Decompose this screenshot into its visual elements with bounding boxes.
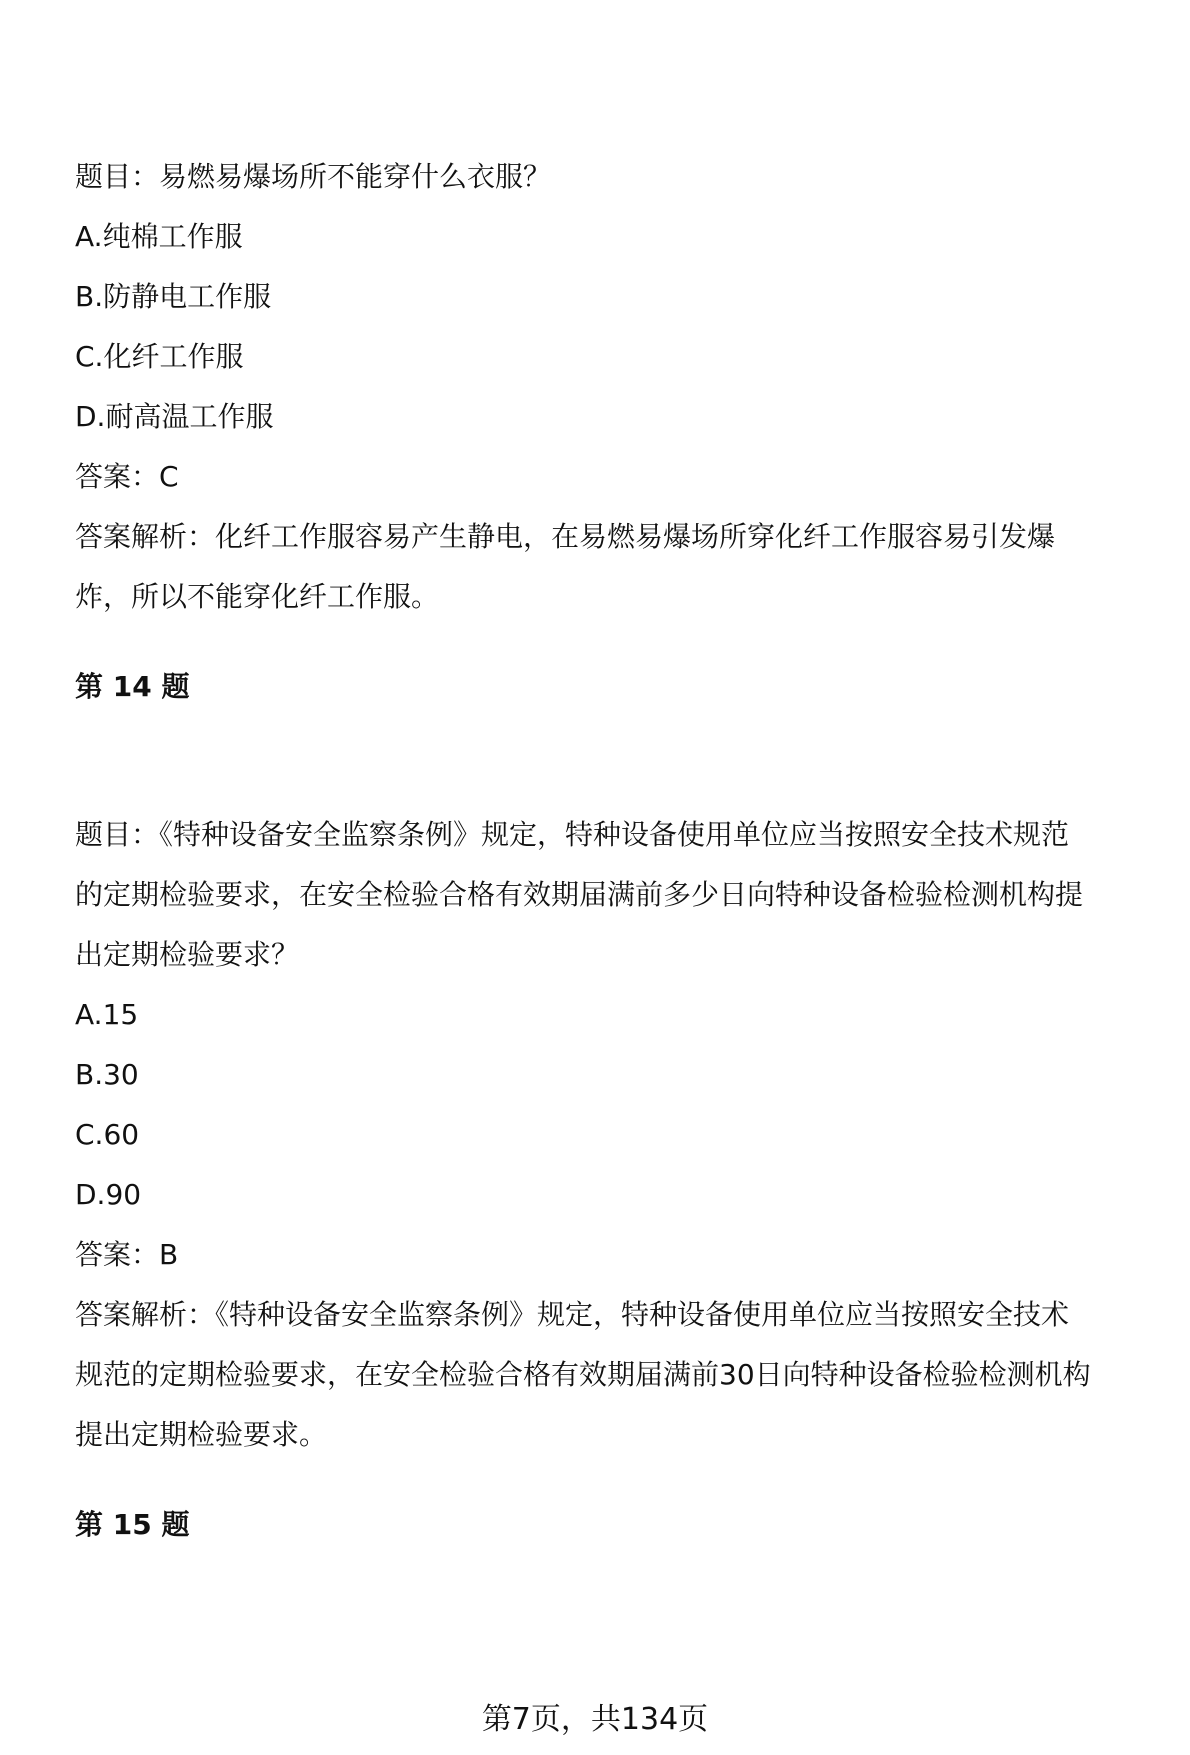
q13-option-d: D.耐高温工作服	[75, 400, 274, 433]
q14-option-d: D.90	[75, 1178, 142, 1211]
q14-option-b: B.30	[75, 1058, 139, 1091]
q14-answer: 答案：B	[75, 1238, 179, 1271]
q14-question-line-2: 的定期检验要求，在安全检验合格有效期届满前多少日向特种设备检验检测机构提	[75, 878, 1084, 911]
q14-analysis-line-1: 答案解析：《特种设备安全监察条例》规定，特种设备使用单位应当按照安全技术	[75, 1298, 1070, 1331]
q14-option-a: A.15	[75, 998, 139, 1031]
q13-analysis-line-1: 答案解析：化纤工作服容易产生静电，在易燃易爆场所穿化纤工作服容易引发爆	[75, 520, 1056, 553]
q13-analysis-line-2: 炸，所以不能穿化纤工作服。	[75, 580, 440, 613]
q14-heading: 第 14 题	[75, 670, 190, 703]
q14-analysis-line-3: 提出定期检验要求。	[75, 1418, 328, 1451]
q14-option-c: C.60	[75, 1118, 140, 1151]
q13-question: 题目：易燃易爆场所不能穿什么衣服？	[75, 160, 552, 193]
q13-answer: 答案：C	[75, 460, 179, 493]
q13-option-b: B.防静电工作服	[75, 280, 272, 313]
q13-option-c: C.化纤工作服	[75, 340, 244, 373]
page-number-footer: 第7页，共134页	[481, 1702, 709, 1737]
q14-analysis-line-2: 规范的定期检验要求，在安全检验合格有效期届满前30日向特种设备检验检测机构	[75, 1358, 1091, 1391]
q15-heading: 第 15 题	[75, 1508, 190, 1541]
q13-option-a: A.纯棉工作服	[75, 220, 243, 253]
q14-question-line-3: 出定期检验要求？	[75, 938, 300, 971]
q14-question-line-1: 题目：《特种设备安全监察条例》规定，特种设备使用单位应当按照安全技术规范	[75, 818, 1070, 851]
